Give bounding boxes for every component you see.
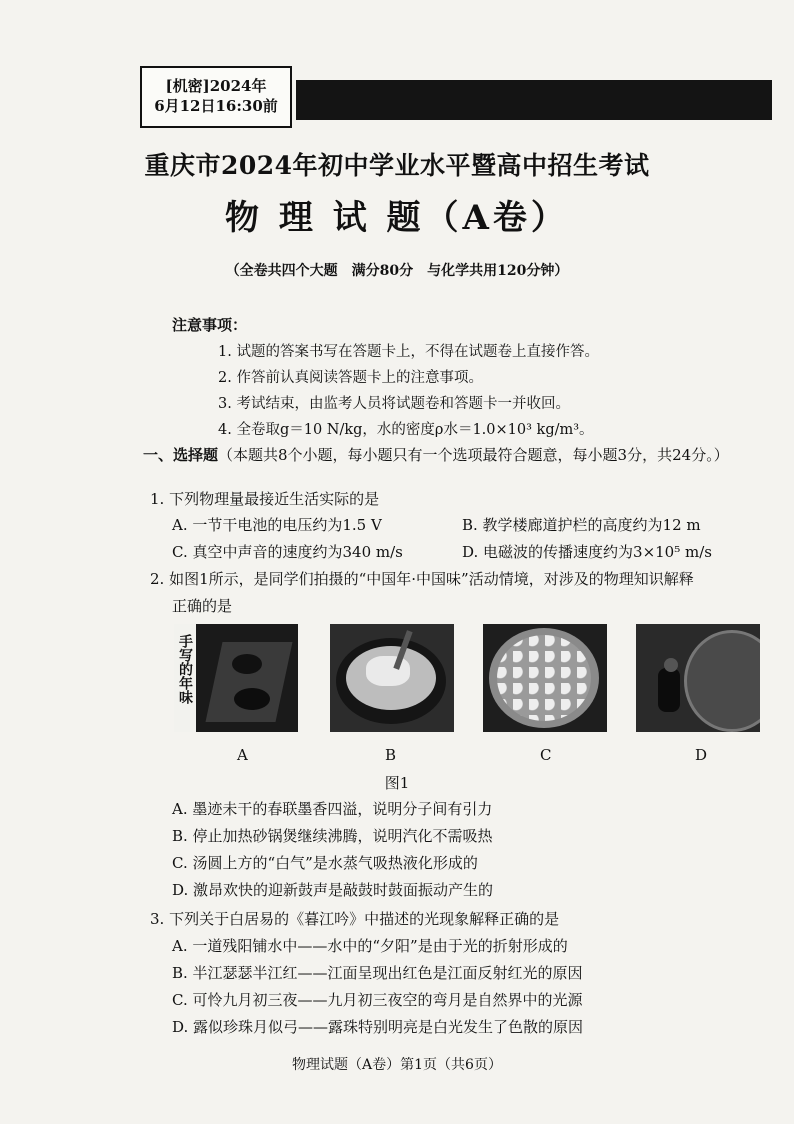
photo-c-tangyuan [483, 624, 607, 732]
q2-stem-line1: 2. 如图1所示，是同学们拍摄的“中国年·中国味”活动情境，对涉及的物理知识解释 [150, 570, 694, 588]
exam-title: 重庆市2024年初中学业水平暨高中招生考试 [144, 151, 650, 180]
q2-option-b: B. 停止加热砂锅煲继续沸腾，说明汽化不需吸热 [172, 827, 493, 845]
q3-option-b: B. 半江瑟瑟半江红——江面呈现出红色是江面反射红光的原因 [172, 964, 583, 982]
confidential-line1: [机密]2024年 [165, 77, 267, 95]
section-heading [143, 444, 729, 465]
header-black-bar [296, 80, 772, 120]
photo-b-clay-pot [330, 624, 454, 732]
notice-heading: 注意事项： [172, 316, 248, 334]
photo-label-d: D [695, 746, 708, 764]
notice-item-4: 4. 全卷取g＝10 N/kg，水的密度ρ水＝1.0×10³ kg/m³。 [218, 422, 594, 438]
confidential-line2: 6月12日16:30前 [154, 97, 278, 115]
page-footer: 物理试题（A卷）第1页（共6页） [292, 1057, 502, 1073]
figure-caption: 图1 [384, 774, 410, 792]
q2-option-c: C. 汤圆上方的“白气”是水蒸气吸热液化形成的 [172, 854, 478, 872]
photo-label-a: A [237, 746, 248, 764]
q1-option-c: C. 真空中声音的速度约为340 m/s [172, 543, 403, 561]
q3-option-a: A. 一道残阳铺水中——水中的“夕阳”是由于光的折射形成的 [172, 937, 568, 955]
q1-option-a: A. 一节干电池的电压约为1.5 V [172, 516, 382, 534]
q1-option-d: D. 电磁波的传播速度约为3×10⁵ m/s [462, 543, 712, 561]
photo-a-couplet [174, 624, 298, 732]
q3-option-c: C. 可怜九月初三夜——九月初三夜空的弯月是自然界中的光源 [172, 991, 583, 1009]
q2-option-a: A. 墨迹未干的春联墨香四溢，说明分子间有引力 [172, 800, 493, 818]
q1-option-b: B. 教学楼廊道护栏的高度约为12 m [462, 516, 701, 534]
notice-item-1: 1. 试题的答案书写在答题卡上，不得在试题卷上直接作答。 [218, 344, 599, 360]
photo-label-b: B [385, 746, 397, 764]
section-title: 一、选择题 [143, 446, 219, 464]
photo-d-drum [636, 624, 760, 732]
subject-title: 物 理 试 题（A卷） [225, 198, 569, 238]
photo-a-caption: 手写的年味 [177, 634, 193, 704]
photo-label-c: C [540, 746, 552, 764]
q1-stem: 1. 下列物理量最接近生活实际的是 [150, 490, 380, 508]
exam-info: （全卷共四个大题 满分80分 与化学共用120分钟） [225, 263, 569, 279]
notice-item-3: 3. 考试结束，由监考人员将试题卷和答题卡一并收回。 [218, 396, 570, 412]
q3-option-d: D. 露似珍珠月似弓——露珠特别明亮是白光发生了色散的原因 [172, 1018, 584, 1036]
notice-item-2: 2. 作答前认真阅读答题卡上的注意事项。 [218, 370, 483, 386]
section-desc: （本题共8个小题，每小题只有一个选项最符合题意，每小题3分，共24分。） [218, 446, 729, 464]
q2-option-d: D. 激昂欢快的迎新鼓声是敲鼓时鼓面振动产生的 [172, 881, 494, 899]
confidential-box [140, 66, 292, 128]
q3-stem: 3. 下列关于白居易的《暮江吟》中描述的光现象解释正确的是 [150, 910, 560, 928]
q2-stem-line2: 正确的是 [172, 597, 233, 615]
